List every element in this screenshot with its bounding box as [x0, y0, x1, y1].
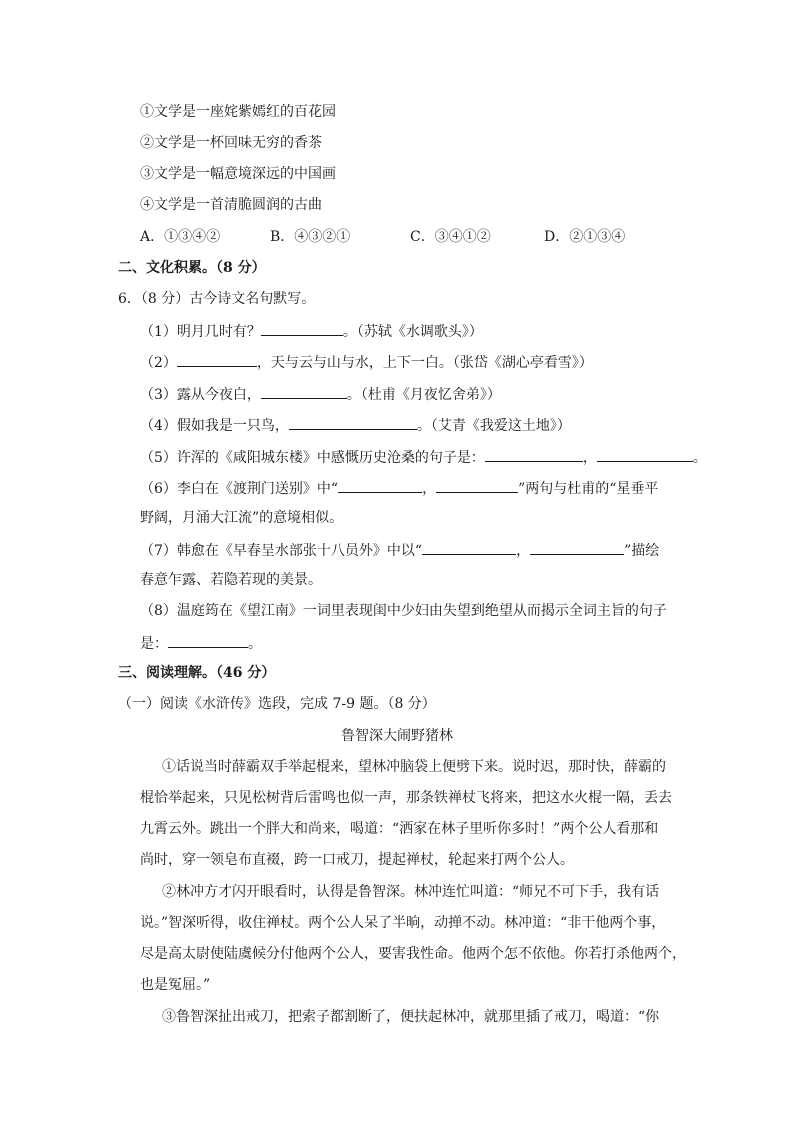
q5-item-1: ①文学是一座姹紫嫣红的百花园 [140, 104, 336, 120]
q6-6-prefix: （6）李白在《渡荆门送别》中“ [140, 481, 339, 497]
reading1-intro: （一）阅读《水浒传》选段，完成 7-9 题。（8 分） [118, 696, 436, 712]
q6-1-prefix: （1）明月几时有？ [140, 324, 261, 340]
q6-line-6-cont: 野阔，月涌大江流”的意境相似。 [140, 510, 344, 526]
section2-title: 二、文化积累。（8 分） [118, 260, 266, 276]
q5-choices [140, 227, 625, 247]
q6-3-prefix: （3）露从今夜白， [140, 387, 261, 403]
q5-choice-d[interactable]: D．②①③④ [544, 229, 626, 245]
q6-line-1 [140, 320, 483, 342]
q6-2-answer-blank[interactable] [177, 351, 257, 367]
q6-3-answer-blank[interactable] [261, 383, 347, 399]
q5-item-4: ④文学是一首清脆圆润的古曲 [140, 197, 322, 213]
q5-choice-b[interactable]: B．④③②① [270, 229, 351, 245]
q6-2-suffix: ，天与云与山与水，上下一白。（张岱《湖心亭看雪》） [256, 355, 593, 371]
passage-line: 尚时，穿一领皂布直裰，跨一口戒刀，提起禅杖，轮起来打两个公人。 [140, 852, 574, 868]
q6-line-7 [140, 539, 659, 561]
q6-6-answer-blank-2[interactable] [436, 477, 518, 493]
passage-line: ③鲁智深扯出戒刀，把索子都割断了，便扶起林冲，就那里插了戒刀，喝道：“你 [162, 1009, 660, 1025]
q6-line-4 [140, 414, 571, 436]
passage-line: 九霄云外。跳出一个胖大和尚来，喝道：“洒家在林子里听你多时！”两个公人看那和 [140, 821, 659, 837]
q6-8-end: 。 [248, 636, 262, 652]
passage-title: 鲁智深大闹野猪林 [341, 728, 453, 744]
q6-4-suffix: 。（艾青《我爱这土地》） [416, 418, 571, 434]
q6-7-answer-blank-1[interactable] [422, 539, 516, 555]
q6-6-answer-blank-1[interactable] [338, 477, 422, 493]
q6-2-prefix: （2） [140, 355, 177, 371]
q6-line-8-cont [140, 632, 262, 654]
q6-4-prefix: （4）假如我是一只鸟， [140, 418, 289, 434]
passage-line: 也是冤屈。” [140, 977, 211, 993]
q6-6-suffix: ”两句与杜甫的“星垂平 [518, 481, 659, 497]
q6-line-2 [140, 351, 593, 373]
q6-7-answer-blank-2[interactable] [530, 539, 624, 555]
q6-5-prefix: （5）许浑的《咸阳城东楼》中感慨历史沧桑的句子是： [140, 450, 485, 466]
q6-8-prefix: 是： [140, 636, 168, 652]
q6-1-suffix: 。（苏轼《水调歌头》） [342, 324, 483, 340]
q6-stem: 6．（8 分）古今诗文名句默写。 [118, 291, 316, 307]
q6-line-7-cont: 春意乍露、若隐若现的美景。 [140, 572, 322, 588]
q6-4-answer-blank[interactable] [289, 414, 417, 430]
q5-item-3: ③文学是一幅意境深远的中国画 [140, 166, 336, 182]
q5-choice-a[interactable]: A．①③④② [140, 229, 221, 245]
q6-5-end: 。 [692, 450, 707, 466]
passage-line: ①话说当时薛霸双手举起棍来，望林冲脑袋上便劈下来。说时迟，那时快，薛霸的 [162, 759, 666, 775]
q6-line-6 [140, 477, 658, 499]
q6-7-prefix: （7）韩愈在《早春呈水部张十八员外》中以“ [140, 543, 423, 559]
passage-line: 棍恰举起来，只见松树背后雷鸣也似一声，那条铁禅杖飞将来，把这水火棍一隔，丢去 [140, 790, 672, 806]
q6-5-answer-blank-1[interactable] [485, 446, 583, 462]
q6-5-comma: ， [582, 450, 597, 466]
q6-1-answer-blank[interactable] [261, 320, 343, 336]
section3-title: 三、阅读理解。（46 分） [118, 665, 276, 681]
passage-line: ②林冲方才闪开眼看时，认得是鲁智深。林冲连忙叫道：“师兄不可下手，我有话 [162, 884, 660, 900]
q5-choice-c[interactable]: C．③④①② [410, 229, 491, 245]
q6-7-comma: ， [516, 543, 531, 559]
q6-line-3 [140, 383, 501, 405]
q6-8-answer-blank[interactable] [168, 632, 248, 648]
q6-line-8: （8）温庭筠在《望江南》一词里表现闺中少妇由失望到绝望从而揭示全词主旨的句子 [140, 603, 667, 619]
q6-line-5 [140, 446, 707, 468]
q6-6-comma: ， [422, 481, 437, 497]
q6-7-suffix: ”描绘 [624, 543, 660, 559]
passage-line: 尽是高太尉使陆虞候分付他两个公人，要害我性命。他两个怎不依他。你若打杀他两个， [140, 946, 686, 962]
q6-3-suffix: 。（杜甫《月夜忆舍弟》） [346, 387, 501, 403]
q5-item-2: ②文学是一杯回味无穷的香茶 [140, 135, 322, 151]
q6-5-answer-blank-2[interactable] [597, 446, 693, 462]
passage-line: 说。”智深听得，收住禅杖。两个公人呆了半晌，动掸不动。林冲道：“非干他两个事， [140, 915, 666, 931]
